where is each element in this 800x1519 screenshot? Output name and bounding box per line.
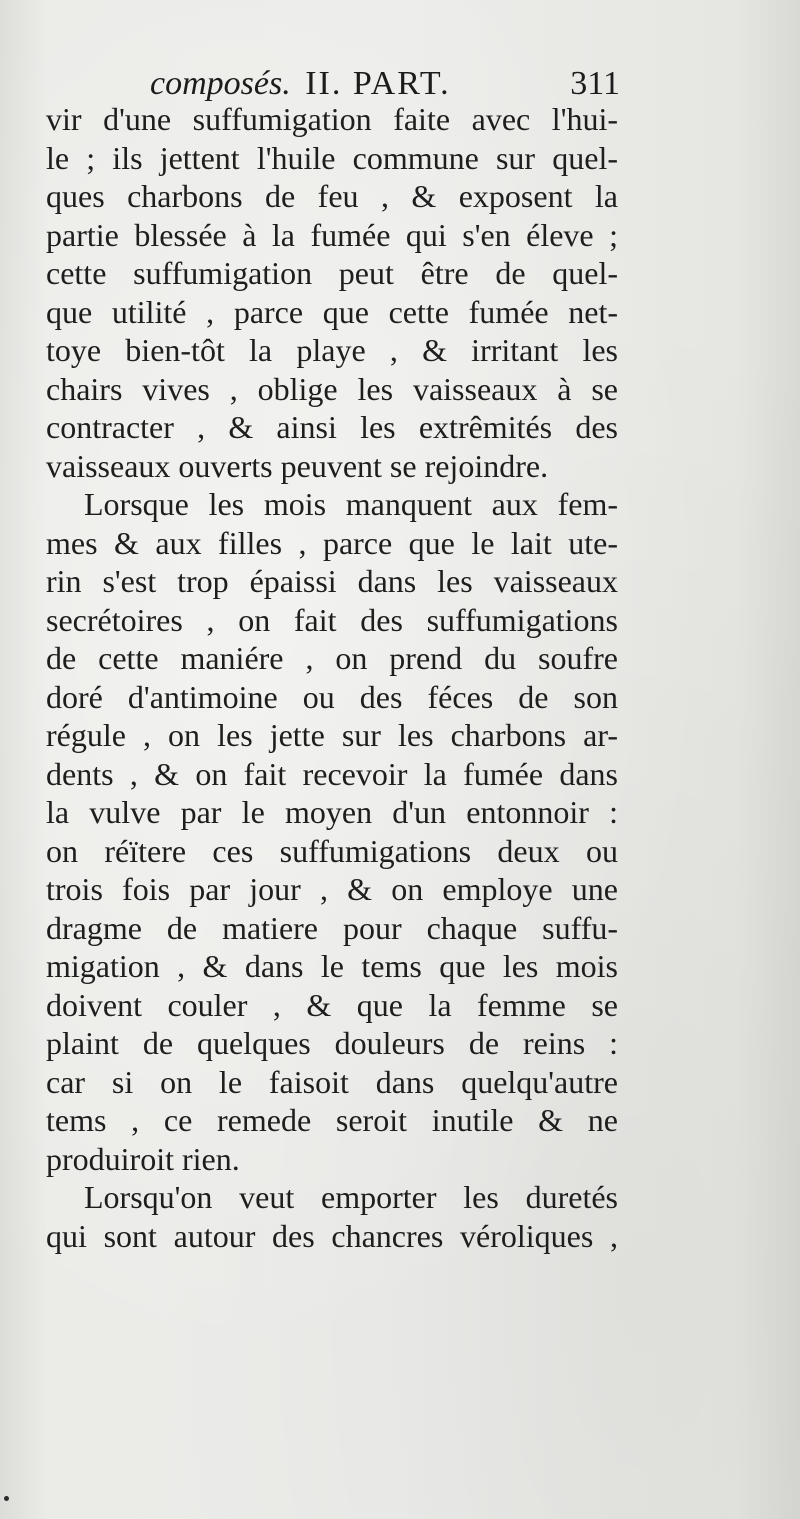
page-number: 311	[570, 65, 620, 102]
text-line: dragme de matiere pour chaque suffu-	[46, 909, 618, 946]
text-line: doivent couler , & que la femme se	[46, 986, 618, 1023]
running-head-part: II. PART.	[305, 65, 451, 102]
body-text	[46, 100, 618, 1255]
text-line: migation , & dans le tems que les mois	[46, 948, 618, 984]
text-line: contracter , & ainsi les extrêmités des	[46, 409, 618, 445]
text-line: produiroit rien.	[46, 1140, 240, 1177]
text-line: partie blessée à la fumée qui s'en éleve ;	[46, 216, 618, 253]
text-line: de cette maniére , on prend du soufre	[46, 640, 618, 676]
text-line: la vulve par le moyen d'un entonnoir :	[46, 794, 618, 830]
text-line: car si on le faisoit dans quelqu'autre	[46, 1063, 618, 1100]
text-line: plaint de quelques douleurs de reins :	[46, 1025, 618, 1061]
paragraph-start-line: Lorsque les mois manquent aux fem-	[84, 486, 618, 522]
text-line: qui sont autour des chancres véroliques ,	[46, 1217, 618, 1254]
paragraph-start-line: Lorsqu'on veut emporter les duretés	[84, 1179, 618, 1215]
text-line: rin s'est trop épaissi dans les vaisseaux	[46, 563, 618, 599]
text-line: mes & aux filles , parce que le lait ute-	[46, 524, 618, 561]
text-line: régule , on les jette sur les charbons ar-	[46, 717, 618, 753]
ink-speck	[4, 1496, 9, 1501]
text-line: cette suffumigation peut être de quel-	[46, 255, 618, 291]
running-head-catchword: composés.	[150, 65, 291, 102]
text-line: secrétoires , on fait des suffumigations	[46, 601, 618, 638]
text-line: vaisseaux ouverts peuvent se rejoindre.	[46, 447, 549, 484]
text-line: chairs vives , oblige les vaisseaux à se	[46, 370, 618, 407]
text-line: vir d'une suffumigation faite avec l'hui-	[46, 101, 618, 137]
text-line: doré d'antimoine ou des féces de son	[46, 678, 618, 715]
text-line: toye bien-tôt la playe , & irritant les	[46, 332, 618, 368]
text-line: on réïtere ces suffumigations deux ou	[46, 832, 618, 869]
text-line: trois fois par jour , & on employe une	[46, 871, 618, 907]
text-line: tems , ce remede seroit inutile & ne	[46, 1102, 618, 1138]
text-line: ques charbons de feu , & exposent la	[46, 178, 618, 214]
text-line: que utilité , parce que cette fumée net-	[46, 293, 618, 330]
text-line: le ; ils jettent l'huile commune sur quel-	[46, 139, 618, 176]
text-line: dents , & on fait recevoir la fumée dans	[46, 755, 618, 792]
